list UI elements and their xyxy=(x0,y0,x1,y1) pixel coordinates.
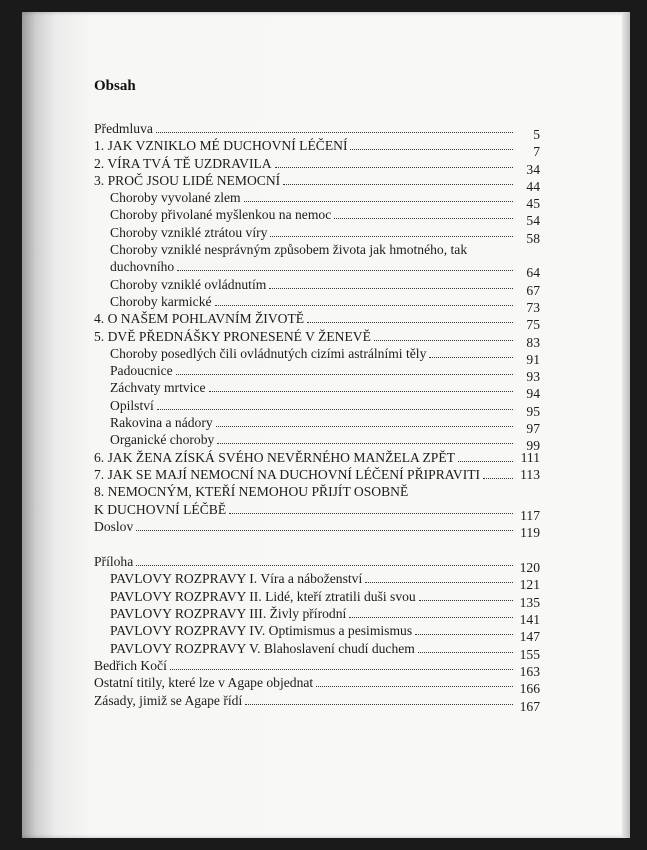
toc-entry-title: Opilství xyxy=(110,397,154,413)
toc-entry-title: PAVLOVY ROZPRAVY V. Blahoslavení chudí duchem xyxy=(110,640,415,656)
toc-page-number: 97 xyxy=(526,421,540,437)
leader-dots xyxy=(458,461,513,462)
toc-entry xyxy=(94,206,540,229)
toc-entry-title: Choroby vzniklé nesprávným způsobem života jak hmotného, tak xyxy=(110,242,468,258)
leader-dots xyxy=(136,565,513,566)
toc-entry xyxy=(94,622,540,645)
toc-entry-title: Ostatní titily, které lze v Agape objednat xyxy=(94,675,314,691)
toc-entry-title: 5. DVĚ PŘEDNÁŠKY PRONESENÉ V ŽENEVĚ xyxy=(94,328,371,344)
toc-entry xyxy=(94,362,540,385)
toc-page-number: 5 xyxy=(533,127,540,142)
toc-entry xyxy=(94,397,540,419)
toc-entry xyxy=(94,328,540,350)
leader-dots xyxy=(349,617,513,618)
toc-entry-title: 6. JAK ŽENA ZÍSKÁ SVÉHO NEVĚRNÉHO MANŽELA ZPĚT xyxy=(94,449,455,465)
toc-entry-title: 4. O NAŠEM POHLAVNÍM ŽIVOTĚ xyxy=(94,311,305,327)
toc-page-number: 54 xyxy=(526,213,540,229)
leader-dots xyxy=(418,652,513,653)
toc-entry-title: 8. NEMOCNÝM, KTEŘÍ NEMOHOU PŘIJÍT OSOBNĚ xyxy=(94,484,409,500)
toc-entry xyxy=(94,570,540,593)
toc-page-number: 73 xyxy=(526,299,540,315)
toc-entry xyxy=(94,155,540,177)
toc-entry xyxy=(94,640,540,662)
toc-page-number: 117 xyxy=(520,507,540,523)
toc-page-number: 111 xyxy=(520,449,540,465)
toc-entry-title: Choroby posedlých čili ovládnutých cizími astrálními těly xyxy=(110,345,427,361)
table-of-contents xyxy=(94,120,540,714)
toc-entry-title: PAVLOVY ROZPRAVY IV. Optimismus a pesimismus xyxy=(110,623,413,639)
leader-dots xyxy=(307,322,513,323)
toc-entry-title: Padoucnice xyxy=(110,363,173,379)
toc-entry xyxy=(94,414,540,437)
toc-entry xyxy=(94,120,540,142)
toc-entry-title: 3. PROČ JSOU LIDÉ NEMOCNÍ xyxy=(94,172,281,188)
toc-page-number: 155 xyxy=(519,646,540,662)
toc-entry-title: Rakovina a nádory xyxy=(110,415,213,431)
toc-entry-title: Choroby přivolané myšlenkou na nemoc xyxy=(110,207,332,223)
leader-dots xyxy=(429,357,513,358)
toc-entry xyxy=(94,518,540,540)
toc-page-number: 93 xyxy=(526,369,540,385)
toc-entry xyxy=(94,605,540,628)
toc-entry xyxy=(94,276,540,298)
toc-page-number: 91 xyxy=(526,351,540,367)
page-edge xyxy=(622,12,630,838)
leader-dots xyxy=(215,305,513,306)
toc-entry-title: 1. JAK VZNIKLO MÉ DUCHOVNÍ LÉČENÍ xyxy=(94,138,348,154)
leader-dots xyxy=(245,704,513,705)
toc-entry xyxy=(94,172,540,194)
toc-entry xyxy=(94,293,540,315)
leader-dots xyxy=(270,236,513,237)
leader-dots xyxy=(244,201,513,202)
toc-entry xyxy=(94,692,540,714)
leader-dots xyxy=(415,634,513,635)
toc-entry-title-continued: K DUCHOVNÍ LÉČBĚ xyxy=(94,501,227,517)
toc-heading: Obsah xyxy=(94,78,136,94)
toc-entry-title: 2. VÍRA TVÁ TĚ UZDRAVILA xyxy=(94,155,272,171)
leader-dots xyxy=(170,669,513,670)
toc-entry-title: Předmluva xyxy=(94,121,153,136)
toc-entry xyxy=(94,449,540,466)
leader-dots xyxy=(269,288,513,289)
toc-page-number: 166 xyxy=(519,681,540,697)
toc-entry xyxy=(94,553,540,576)
toc-entry-title: PAVLOVY ROZPRAVY III. Živly přírodní xyxy=(110,606,347,622)
toc-entry-title: Bedřich Kočí xyxy=(94,657,167,673)
toc-entry xyxy=(94,224,540,246)
toc-entry-title: Choroby vyvolané zlem xyxy=(110,190,241,206)
toc-page-number: 113 xyxy=(520,466,540,482)
toc-entry xyxy=(94,466,540,483)
toc-page-number: 95 xyxy=(526,403,540,419)
toc-entry xyxy=(94,241,540,281)
leader-dots xyxy=(176,374,513,375)
toc-page-number: 34 xyxy=(526,161,540,177)
leader-dots xyxy=(136,530,513,531)
toc-entry xyxy=(94,431,540,454)
toc-entry xyxy=(94,483,540,523)
toc-page-number: 83 xyxy=(526,334,540,350)
toc-entry-title: Choroby karmické xyxy=(110,293,212,309)
toc-entry xyxy=(94,345,540,367)
toc-entry xyxy=(94,137,540,160)
toc-page-number: 44 xyxy=(526,178,540,194)
toc-entry-title-continued: duchovního xyxy=(110,259,175,275)
toc-page-number: 7 xyxy=(533,144,540,160)
toc-entry-title: PAVLOVY ROZPRAVY I. Víra a náboženství xyxy=(110,571,363,587)
toc-entry-title: Zásady, jimiž se Agape řídí xyxy=(94,692,243,708)
toc-entry xyxy=(94,588,540,610)
book-page xyxy=(22,12,630,838)
leader-dots xyxy=(209,391,514,392)
leader-dots xyxy=(156,132,513,133)
leader-dots xyxy=(350,149,513,150)
toc-entry xyxy=(94,674,540,697)
leader-dots xyxy=(374,340,513,341)
leader-dots xyxy=(419,600,513,601)
toc-page-number: 120 xyxy=(519,560,540,576)
toc-entry-title: Doslov xyxy=(94,518,134,534)
leader-dots xyxy=(216,426,513,427)
leader-dots xyxy=(229,513,513,514)
leader-dots xyxy=(316,686,513,687)
toc-entry-title: 7. JAK SE MAJÍ NEMOCNÍ NA DUCHOVNÍ LÉČENÍ PŘIPRAVITI xyxy=(94,466,481,482)
toc-entry xyxy=(94,379,540,402)
toc-page-number: 163 xyxy=(519,663,540,679)
toc-page-number: 121 xyxy=(519,577,540,593)
toc-page-number: 67 xyxy=(526,282,540,298)
leader-dots xyxy=(283,184,513,185)
toc-page-number: 119 xyxy=(520,524,540,540)
leader-dots xyxy=(217,443,513,444)
toc-entry-title: Choroby vzniklé ztrátou víry xyxy=(110,224,268,240)
toc-entry-title: Organické choroby xyxy=(110,432,215,448)
toc-gap xyxy=(94,535,540,553)
leader-dots xyxy=(483,478,513,479)
toc-entry xyxy=(94,657,540,679)
toc-page-number: 135 xyxy=(519,594,540,610)
toc-entry-title: Záchvaty mrtvice xyxy=(110,380,206,396)
toc-page-number: 141 xyxy=(519,612,540,628)
leader-dots xyxy=(334,218,513,219)
toc-page-number: 147 xyxy=(519,629,540,645)
toc-entry-title: Choroby vzniklé ovládnutím xyxy=(110,276,267,292)
leader-dots xyxy=(365,582,513,583)
toc-entry xyxy=(94,310,540,333)
leader-dots xyxy=(177,270,513,271)
toc-entry-title: PAVLOVY ROZPRAVY II. Lidé, kteří ztratili duši svou xyxy=(110,588,416,604)
toc-page-number: 45 xyxy=(526,196,540,212)
toc-entry xyxy=(94,189,540,212)
leader-dots xyxy=(157,409,513,410)
toc-page-number: 75 xyxy=(526,317,540,333)
toc-page-number: 64 xyxy=(526,265,540,281)
toc-page-number: 99 xyxy=(526,438,540,454)
toc-page-number: 167 xyxy=(519,698,540,714)
toc-page-number: 94 xyxy=(526,386,540,402)
toc-page-number: 58 xyxy=(526,230,540,246)
toc-entry-title: Příloha xyxy=(94,554,134,570)
leader-dots xyxy=(275,167,513,168)
